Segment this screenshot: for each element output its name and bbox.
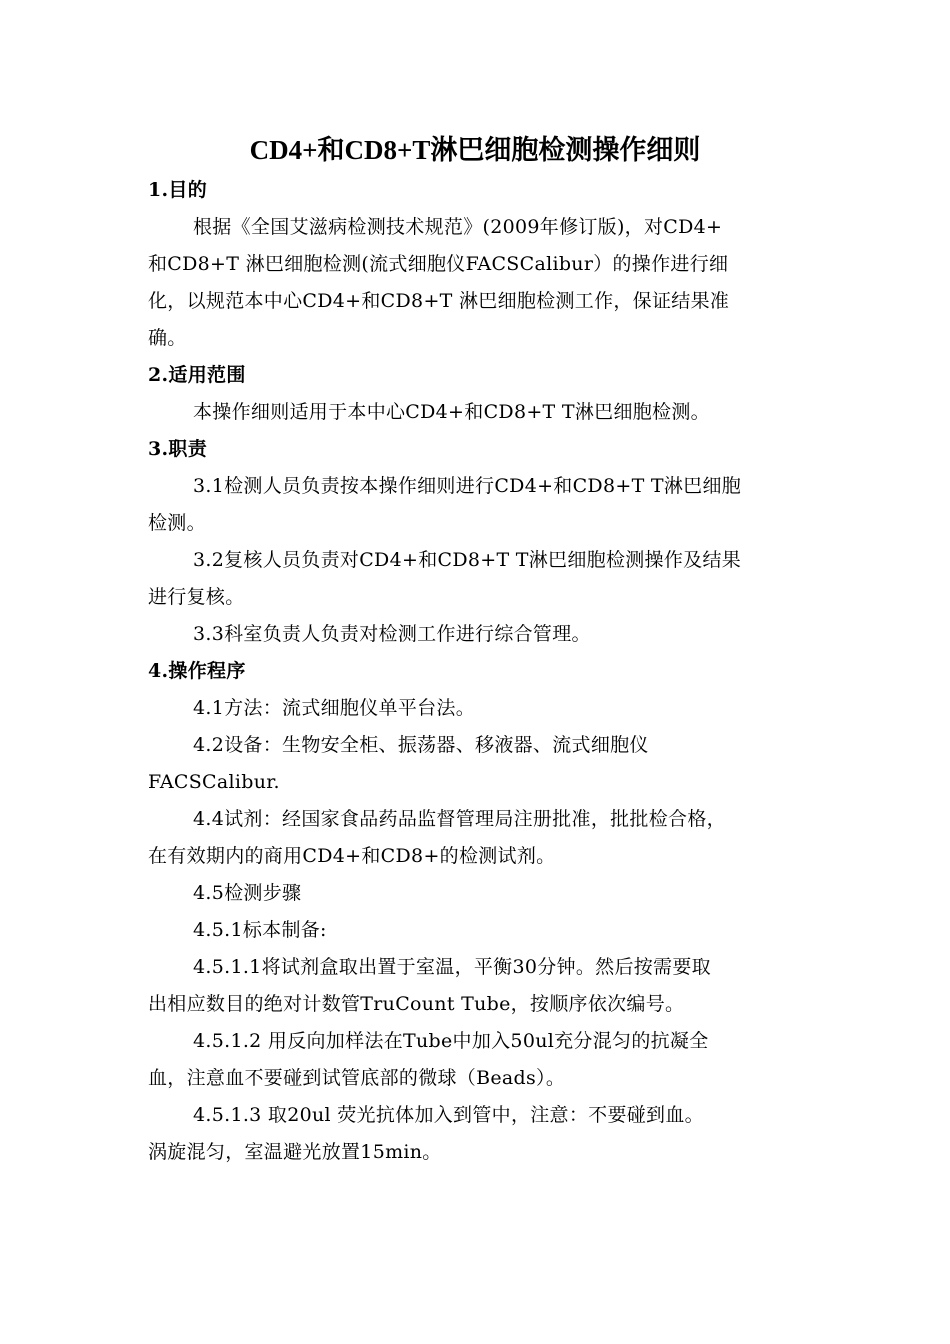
paragraph-line: 化，以规范本中心CD4+和CD8+T 淋巴细胞检测工作，保证结果准	[148, 290, 730, 312]
paragraph-line: 涡旋混匀，室温避光放置15min。	[148, 1141, 442, 1163]
section-heading: 3.职责	[148, 438, 208, 460]
paragraph-line: 4.1方法：流式细胞仪单平台法。	[193, 697, 476, 719]
paragraph-line: 血，注意血不要碰到试管底部的微球（Beads）。	[148, 1067, 566, 1089]
paragraph-line: 4.2设备：生物安全柜、振荡器、移液器、流式细胞仪	[193, 734, 649, 756]
document-body	[148, 172, 803, 1171]
section-heading: 4.操作程序	[148, 660, 246, 682]
paragraph-line: 4.5.1.1将试剂盒取出置于室温，平衡30分钟。然后按需要取	[193, 956, 711, 978]
document-title: CD4+和CD8+T淋巴细胞检测操作细则	[249, 135, 701, 165]
paragraph-line: 在有效期内的商用CD4+和CD8+的检测试剂。	[148, 845, 556, 867]
paragraph-line: 4.5检测步骤	[193, 882, 302, 904]
paragraph-line: 进行复核。	[148, 586, 245, 608]
section-heading: 2.适用范围	[148, 364, 246, 386]
paragraph-line: 4.5.1.3 取20ul 荧光抗体加入到管中，注意：不要碰到血。	[193, 1104, 704, 1126]
section-heading: 1.目的	[148, 179, 208, 201]
paragraph-line: 出相应数目的绝对计数管TruCount Tube，按顺序依次编号。	[148, 993, 685, 1015]
paragraph-line: FACSCalibur.	[148, 771, 280, 793]
paragraph-line: 根据《全国艾滋病检测技术规范》(2009年修订版)，对CD4+	[193, 216, 723, 238]
paragraph-line: 和CD8+T 淋巴细胞检测(流式细胞仪FACSCalibur）的操作进行细	[148, 253, 729, 275]
paragraph-line: 4.4试剂：经国家食品药品监督管理局注册批准，批批检合格，	[193, 808, 726, 830]
paragraph-line: 3.3科室负责人负责对检测工作进行综合管理。	[193, 623, 591, 645]
paragraph-line: 本操作细则适用于本中心CD4+和CD8+T T淋巴细胞检测。	[193, 401, 710, 423]
paragraph-line: 4.5.1标本制备:	[193, 919, 327, 941]
paragraph-line: 检测。	[148, 512, 206, 534]
paragraph-line: 3.2复核人员负责对CD4+和CD8+T T淋巴细胞检测操作及结果	[193, 549, 742, 571]
paragraph-line: 确。	[148, 327, 187, 349]
paragraph-line: 4.5.1.2 用反向加样法在Tube中加入50ul充分混匀的抗凝全	[193, 1030, 709, 1052]
paragraph-line: 3.1检测人员负责按本操作细则进行CD4+和CD8+T T淋巴细胞	[193, 475, 742, 497]
